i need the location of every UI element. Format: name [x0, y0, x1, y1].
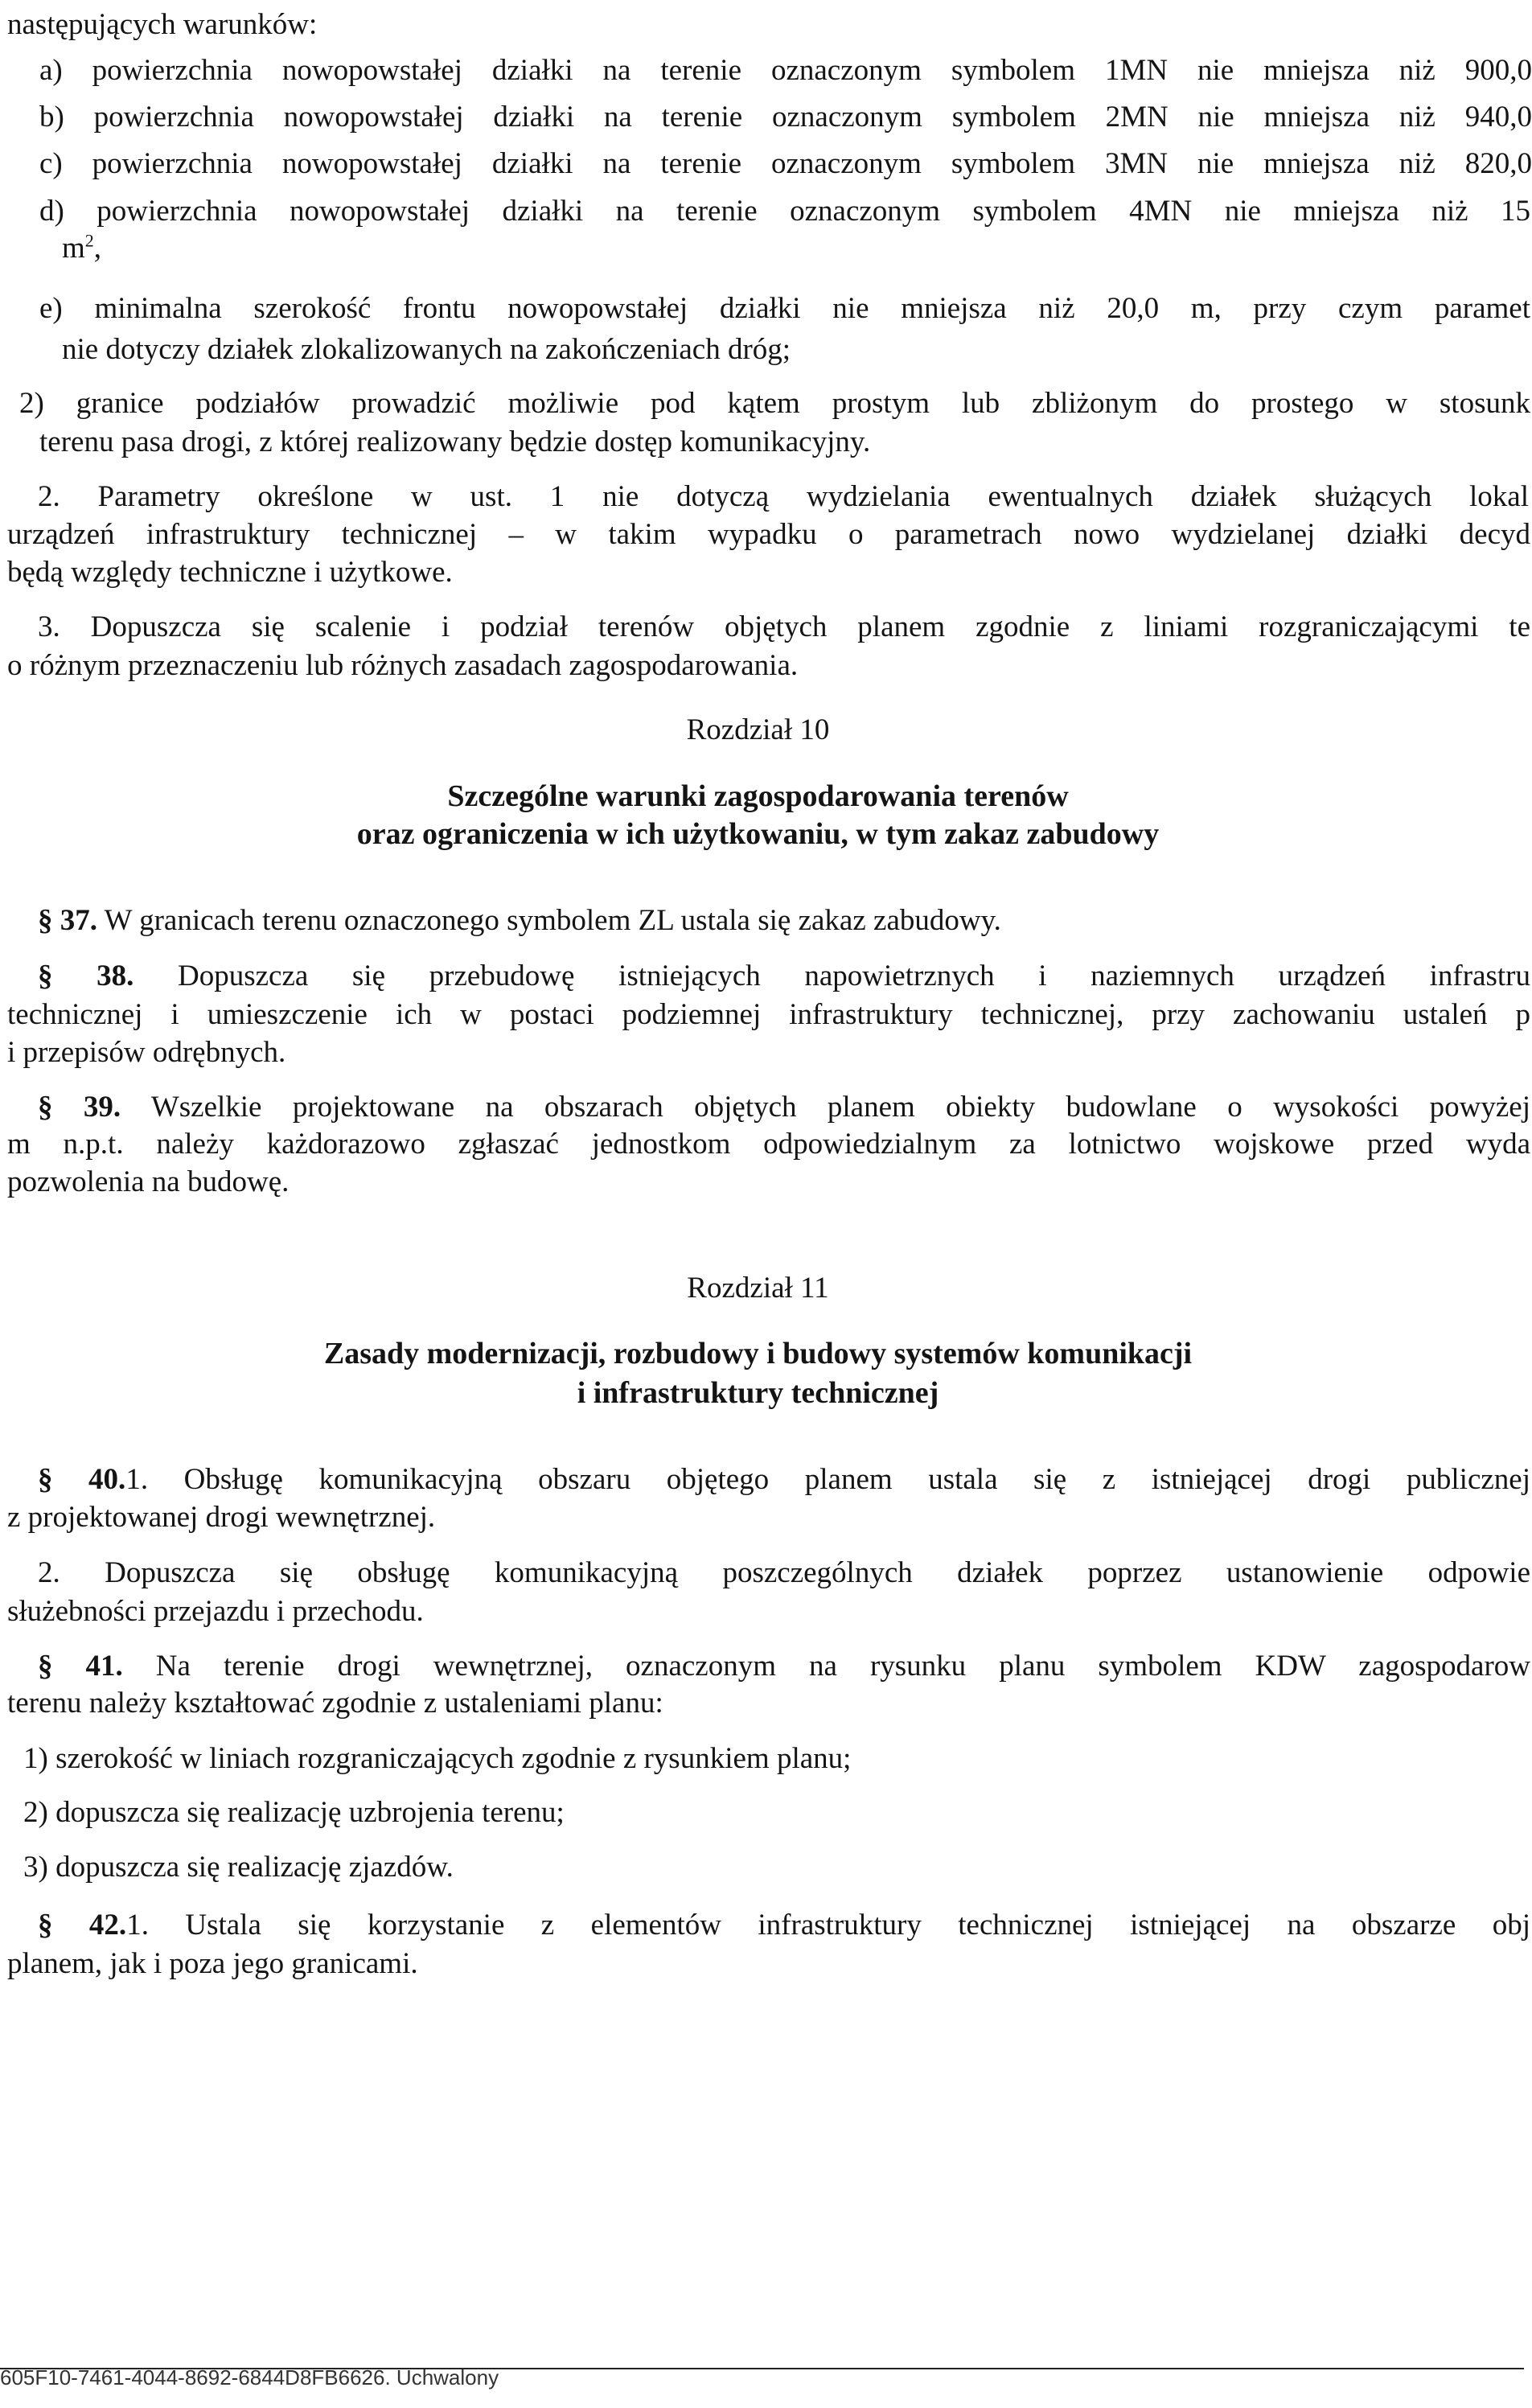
paragraph-41-line1: [38, 1649, 1530, 1684]
paragraph-41-line2: terenu należy kształtować zgodnie z ustaleniami planu:: [7, 1687, 663, 1720]
chapter-10-title-line2: oraz ograniczenia w ich użytkowaniu, w tym zakaz zabudowy: [356, 817, 1160, 851]
list-item-b: b) powierzchnia nowopowstałej działki na terenie oznaczonym symbolem 2MN nie mniejsza niż 940,0: [39, 101, 1532, 134]
chapter-10-label: Rozdział 10: [686, 713, 830, 746]
paragraph-40-line2: z projektowanej drogi wewnętrznej.: [7, 1501, 436, 1534]
ust-2-line1: 2. Parametry określone w ust. 1 nie dotyczą wydzielania ewentualnych działek służących lokal: [38, 480, 1529, 513]
paragraph-40-2-line1: 2. Dopuszcza się obsługę komunikacyjną poszczególnych działek poprzez ustanowienie odpowie: [38, 1556, 1530, 1589]
list-item-e-line2: nie dotyczy działek zlokalizowanych na zakończeniach dróg;: [62, 333, 791, 366]
section-number-40: § 40.: [38, 1463, 126, 1496]
unit-tail: ,: [93, 232, 102, 265]
chapter-11-title-line2: i infrastruktury technicznej: [577, 1376, 939, 1410]
paragraph-40-line1: [38, 1462, 1530, 1498]
section-number-42: § 42.: [38, 1909, 127, 1942]
list-item-c: c) powierzchnia nowopowstałej działki na terenie oznaczonym symbolem 3MN nie mniejsza niż 820,0: [39, 147, 1532, 180]
paragraph-38-line1: [38, 959, 1530, 994]
paragraph-38-line3: i przepisów odrębnych.: [7, 1036, 286, 1069]
paragraph-39-text: Wszelkie projektowane na obszarach objętych planem obiekty budowlane o wysokości powyżej: [121, 1091, 1531, 1124]
intro-line: następujących warunków:: [7, 8, 318, 41]
chapter-10-title-line1: Szczególne warunki zagospodarowania terenów: [447, 779, 1069, 813]
paragraph-39-line1: [38, 1090, 1530, 1125]
section-number-37: § 37.: [38, 904, 97, 937]
ust-2-line2: urządzeń infrastruktury technicznej – w takim wypadku o parametrach nowo wydzielanej działki decyd: [7, 518, 1530, 551]
unit-superscript: 2: [84, 230, 94, 251]
paragraph-42-line1: [38, 1908, 1530, 1943]
chapter-11-label: Rozdział 11: [687, 1272, 829, 1305]
paragraph-41-item-3: 3) dopuszcza się realizację zjazdów.: [23, 1851, 454, 1884]
paragraph-37-text: W granicach terenu oznaczonego symbolem ZL ustala się zakaz zabudowy.: [97, 904, 1001, 937]
unit-m: m: [62, 232, 85, 265]
paragraph-42-line2: planem, jak i poza jego granicami.: [7, 1947, 418, 1980]
point-2-line2: terenu pasa drogi, z której realizowany będzie dostęp komunikacyjny.: [39, 425, 871, 458]
section-number-39: § 39.: [38, 1091, 121, 1124]
paragraph-40-text: 1. Obsługę komunikacyjną obszaru objętego planem ustala się z istniejącej drogi publicznej: [125, 1463, 1531, 1496]
paragraph-41-text: Na terenie drogi wewnętrznej, oznaczonym na rysunku planu symbolem KDW zagospodarow: [122, 1650, 1531, 1683]
ust-3-line2: o różnym przeznaczeniu lub różnych zasadach zagospodarowania.: [7, 649, 799, 682]
ust-2-line3: będą względy techniczne i użytkowe.: [7, 556, 453, 589]
paragraph-40-2-line2: służebności przejazdu i przechodu.: [7, 1595, 424, 1628]
chapter-11-title-line1: Zasady modernizacji, rozbudowy i budowy systemów komunikacji: [323, 1337, 1193, 1370]
section-number-41: § 41.: [38, 1650, 123, 1683]
footer-id-text: 605F10-7461-4044-8692-6844D8FB6626. Uchwalony: [0, 2365, 499, 2390]
paragraph-39-line2: m n.p.t. należy każdorazowo zgłaszać jednostkom odpowiedzialnym za lotnictwo wojskowe przed wyda: [7, 1128, 1530, 1161]
list-item-d-unit: [62, 231, 1524, 266]
list-item-d: d) powierzchnia nowopowstałej działki na terenie oznaczonym symbolem 4MN nie mniejsza niż 15: [39, 195, 1530, 228]
paragraph-39-line3: pozwolenia na budowę.: [7, 1165, 290, 1198]
paragraph-42-text: 1. Ustala się korzystanie z elementów infrastruktury technicznej istniejącej na obszarze obj: [126, 1909, 1531, 1942]
list-item-a: a) powierzchnia nowopowstałej działki na terenie oznaczonym symbolem 1MN nie mniejsza niż 900,0: [39, 54, 1532, 87]
paragraph-38-line2: technicznej i umieszczenie ich w postaci podziemnej infrastruktury technicznej, przy zachowaniu ustaleń p: [7, 998, 1530, 1031]
ust-3-line1: 3. Dopuszcza się scalenie i podział terenów objętych planem zgodnie z liniami rozgraniczającymi te: [38, 610, 1530, 643]
point-2-line1: 2) granice podziałów prowadzić możliwie pod kątem prostym lub zbliżonym do prostego w stosunk: [19, 387, 1530, 420]
paragraph-38-text: Dopuszcza się przebudowę istniejących napowietrznych i naziemnych urządzeń infrastru: [133, 960, 1531, 992]
paragraph-41-item-1: 1) szerokość w liniach rozgraniczających zgodnie z rysunkiem planu;: [23, 1742, 852, 1775]
paragraph-37: [38, 903, 1524, 939]
paragraph-41-item-2: 2) dopuszcza się realizację uzbrojenia terenu;: [23, 1796, 565, 1829]
footer-document-id: [0, 2365, 499, 2408]
section-number-38: § 38.: [38, 960, 134, 992]
list-item-e-line1: e) minimalna szerokość frontu nowopowstałej działki nie mniejsza niż 20,0 m, przy czym paramet: [39, 292, 1530, 325]
